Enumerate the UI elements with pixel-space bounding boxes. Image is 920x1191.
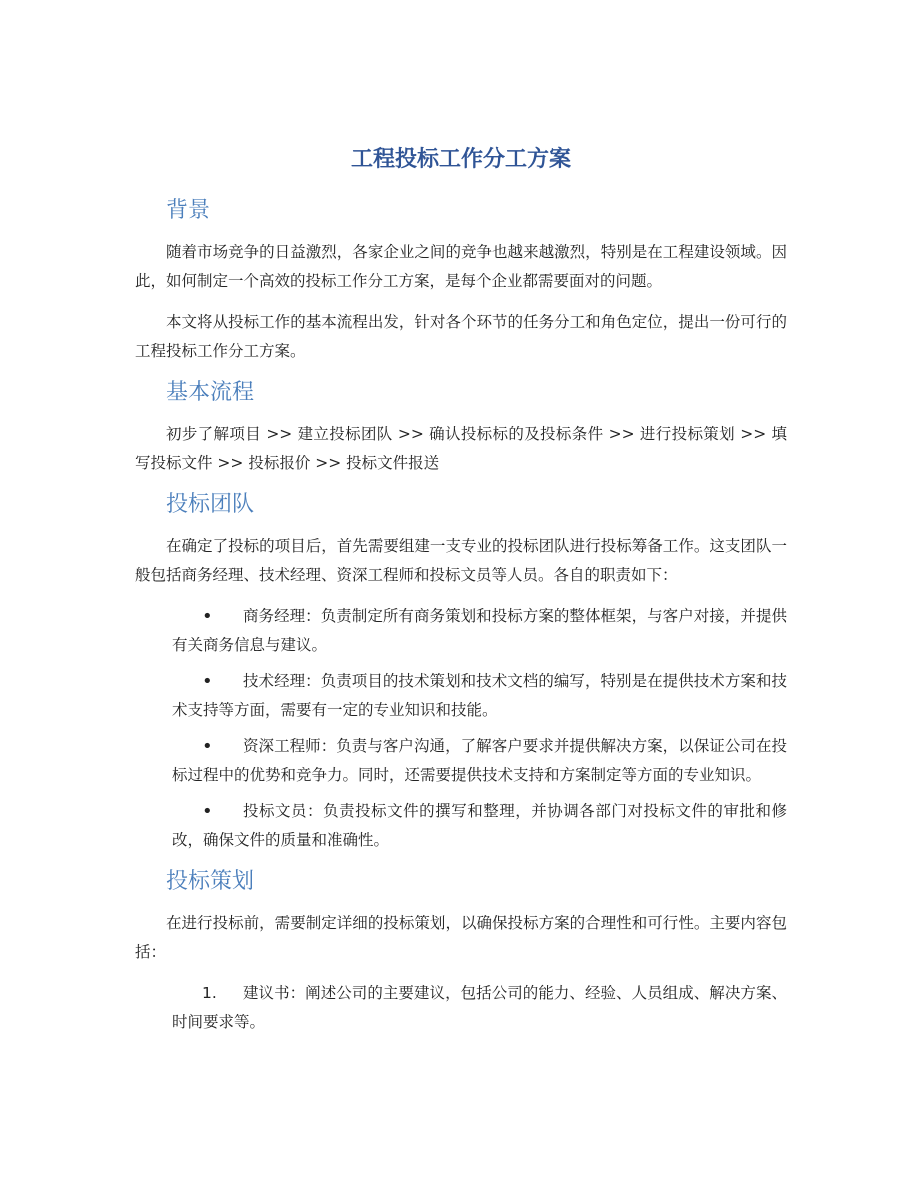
document-body — [135, 140, 787, 1049]
team-roles-list — [135, 602, 787, 855]
planning-items-list — [135, 979, 787, 1037]
section-basic-process — [135, 378, 787, 478]
list-item-text: 商务经理：负责制定所有商务策划和投标方案的整体框架，与客户对接，并提供有关商务信息与建议。 — [172, 607, 787, 654]
list-item-text: 技术经理：负责项目的技术策划和技术文档的编写，特别是在提供技术方案和技术支持等方面，需要有一定的专业知识和技能。 — [172, 672, 787, 719]
list-item — [135, 667, 787, 725]
paragraph: 随着市场竞争的日益激烈，各家企业之间的竞争也越来越激烈，特别是在工程建设领域。因此，如何制定一个高效的投标工作分工方案，是每个企业都需要面对的问题。 — [135, 243, 787, 290]
paragraph: 在确定了投标的项目后，首先需要组建一支专业的投标团队进行投标筹备工作。这支团队一般包括商务经理、技术经理、资深工程师和投标文员等人员。各自的职责如下： — [135, 537, 787, 584]
section-heading: 投标策划 — [166, 869, 255, 894]
section-heading: 背景 — [166, 198, 211, 223]
list-item-text: 建议书：阐述公司的主要建议，包括公司的能力、经验、人员组成、解决方案、时间要求等。 — [172, 984, 787, 1031]
section-heading: 基本流程 — [166, 380, 255, 405]
list-item — [135, 602, 787, 660]
bullet-icon: • — [202, 801, 213, 822]
paragraph: 本文将从投标工作的基本流程出发，针对各个环节的任务分工和角色定位，提出一份可行的工程投标工作分工方案。 — [135, 313, 787, 360]
bullet-icon: • — [202, 606, 213, 627]
section-bid-planning — [135, 867, 787, 1037]
document-title: 工程投标工作分工方案 — [350, 147, 571, 172]
list-item-text: 资深工程师：负责与客户沟通，了解客户要求并提供解决方案，以保证公司在投标过程中的优势和竞争力。同时，还需要提供技术支持和方案制定等方面的专业知识。 — [172, 737, 787, 784]
list-number: 1. — [202, 984, 217, 1002]
list-item — [135, 979, 787, 1037]
bullet-icon: • — [202, 736, 213, 757]
section-heading: 投标团队 — [166, 492, 255, 517]
list-item — [135, 732, 787, 790]
section-background — [135, 196, 787, 366]
bullet-icon: • — [202, 671, 213, 692]
list-item — [135, 797, 787, 855]
list-item-text: 投标文员：负责投标文件的撰写和整理，并协调各部门对投标文件的审批和修改，确保文件的质量和准确性。 — [172, 802, 787, 849]
process-flow-paragraph: 初步了解项目 >> 建立投标团队 >> 确认投标标的及投标条件 >> 进行投标策划 >> 填写投标文件 >> 投标报价 >> 投标文件报送 — [135, 425, 787, 472]
section-bid-team — [135, 490, 787, 855]
paragraph: 在进行投标前，需要制定详细的投标策划，以确保投标方案的合理性和可行性。主要内容包括： — [135, 914, 787, 961]
